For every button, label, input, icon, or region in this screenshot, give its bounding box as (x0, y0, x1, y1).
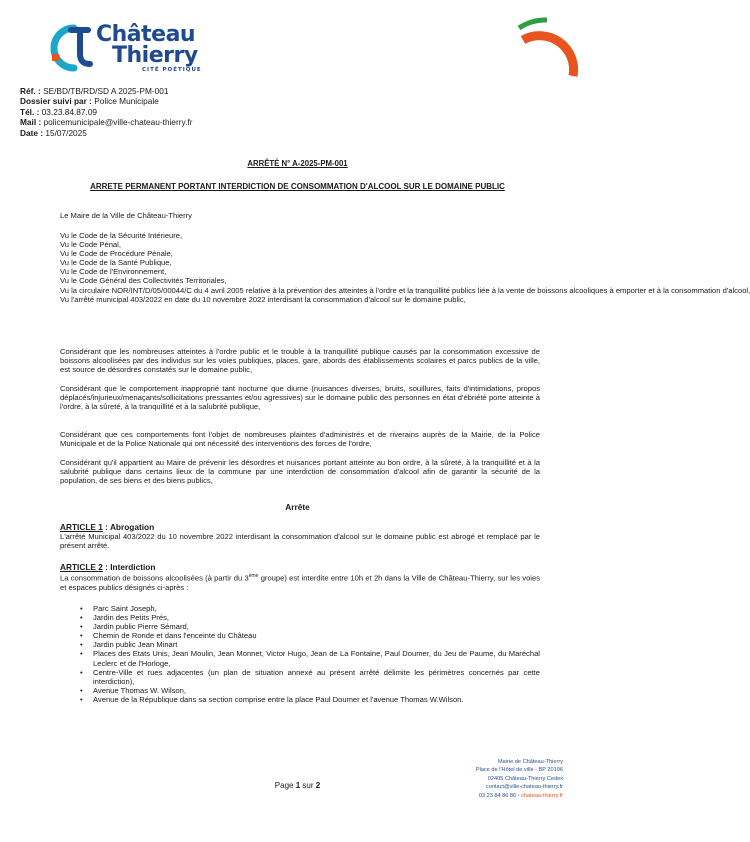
ref-value: SE/BD/TB/RD/SD A 2025-PM-001 (43, 86, 169, 96)
list-item: • Avenue de la République dans sa section comprise entre la place Paul Doumer et l'avenue Thomas W.Wilson. (78, 695, 540, 704)
ref-label: Réf. : (20, 86, 41, 96)
vu-item: Vu le Code de la Sécurité Intérieure, (60, 231, 183, 240)
date-label: Date : (20, 127, 44, 138)
article-1-heading (60, 522, 154, 532)
page-total: 2 (315, 781, 321, 790)
mail-value[interactable]: policemunicipale@ville-chateau-thierry.fr (43, 117, 193, 128)
arrete-number: ARRÊTÉ N° A-2025-PM-001 (247, 159, 348, 168)
article-1-label: ARTICLE 1 (60, 522, 103, 532)
article-1-title: : Abrogation (102, 522, 155, 532)
vu-item: Vu le Code de Procédure Pénale, (60, 249, 173, 259)
arrete-heading: Arrête (285, 502, 310, 512)
corner-arc-decoration (517, 18, 579, 80)
logo-wordmark (96, 24, 202, 74)
considerant-1: Considérant que les nombreuses atteintes à l'ordre public et le trouble à la tranquillité publique causés par la consommation excessive de boissons alcoolisées par des individus sur les voies publiques, places, gare, abords des établissements scolaires et parcs publics de la ville, est source de désordres constatés sur le domaine public, (60, 347, 540, 375)
page-prefix: Page (274, 781, 294, 790)
considerant-2: Considérant que le comportement inapproprié tant nocturne que diurne (nuisances diverses, bruits, souillures, faits d'intimidations, propos déplacés/injurieux/menaçants/sollicitations pressantes et/ou agressives) sur le domaine public des personnes en état d'ébriété porte atteinte à l'ordre, à la sûreté, à la tranquillité et à la salubrité publique, (60, 384, 540, 412)
date-line (20, 128, 192, 138)
article-2-text-end: groupe) est interdite entre 10h et 2h dans la Ville de Château-Thierry, sur les voies et espaces publics désignés ci-après : (60, 573, 540, 592)
considerant-4: Considérant qu'il appartient au Maire de prévenir les désordres et nuisances portant atteinte au bon ordre, à la sûreté, à la tranquillité et à la salubrité publique dans certains lieux de la commune par une interdiction de consommation d'alcool afin de garantir la sécurité de la population, de ses biens et des biens publics, (60, 458, 540, 486)
list-item: • Jardin public Pierre Sémard, (78, 622, 540, 631)
vu-list (60, 231, 750, 304)
list-item: • Parc Saint Joseph, (78, 604, 540, 613)
mail-label: Mail : (20, 117, 42, 128)
list-item: • Places des Etats Unis, Jean Moulin, Jean Monnet, Victor Hugo, Jean de La Fontaine, Paul Doumer, du Jeu de Paume, du Maréchal Leclerc et de l'Horloge, (78, 649, 540, 667)
vu-arrete: Vu l'arrêté municipal 403/2022 en date du 10 novembre 2022 interdisant la consommation d'alcool sur le domaine public, (60, 294, 466, 304)
article-2-text (60, 572, 540, 592)
footer-addr-line-5 (476, 792, 563, 800)
city-logo (44, 20, 219, 80)
article-1-text: L'arrêté Municipal 403/2022 du 10 novembre 2022 interdisant la consommation d'alcool sur le domaine public est abrogé et remplacé par le présent arrêté. (60, 532, 540, 551)
article-2-label: ARTICLE 2 (60, 562, 103, 572)
dossier-label: Dossier suivi par : (20, 96, 92, 107)
mail-line (20, 117, 192, 127)
ref-line (20, 86, 192, 96)
logo-line-1: Château (96, 22, 196, 47)
article-2-text-sup: ème (248, 573, 259, 579)
tel-line (20, 107, 192, 117)
footer-phone: 03 23 84 86 86 - (478, 792, 522, 799)
article-2-heading (60, 562, 155, 572)
places-list (78, 604, 540, 704)
page-current: 1 (295, 781, 301, 790)
list-item: • Avenue Thomas W. Wilson, (78, 686, 540, 695)
footer-website[interactable]: chateau-thierry.fr (521, 792, 563, 799)
vu-item: Vu le Code Pénal, (60, 240, 121, 250)
document-title: ARRETE PERMANENT PORTANT INTERDICTION DE CONSOMMATION D'ALCOOL SUR LE DOMAINE PUBLIC (90, 182, 505, 191)
list-item: • Centre-Ville et rues adjacentes (un plan de situation annexé au présent arrêté délimite les périmètres concernés par cette interdiction), (78, 668, 540, 686)
tel-label: Tél. : (20, 106, 40, 117)
maire-line: Le Maire de la Ville de Château-Thierry (60, 211, 192, 220)
footer-address (476, 758, 563, 800)
reference-block (20, 86, 192, 138)
considerant-3: Considérant que ces comportements font l'objet de nombreuses plaintes d'administrés et de riverains auprès de la Mairie, de la Police Municipale et de la Police Nationale qui ont nécessité des interventions des forces de l'ordre, (60, 430, 540, 449)
logo-line-2: Thierry (112, 43, 198, 68)
page-mid: sur (302, 781, 314, 790)
list-item: • Jardin des Petits Prés, (78, 613, 540, 622)
footer-addr-line-3: 02405 Château-Thierry Cedex (487, 775, 563, 782)
vu-item: Vu le Code Général des Collectivités Territoriales, (60, 276, 227, 286)
dossier-line (20, 96, 192, 106)
article-2-title: : Interdiction (102, 562, 156, 572)
vu-item: Vu le Code de l'Environnement, (60, 267, 167, 277)
tel-value: 03.23.84.87.09 (41, 106, 98, 117)
list-item: • Jardin public Jean Minart (78, 640, 540, 649)
list-item: • Chemin de Ronde et dans l'enceinte du Château (78, 631, 540, 640)
footer-addr-line-4[interactable]: contact@ville-chateau-thierry.fr (485, 784, 563, 791)
logo-mark-icon (44, 20, 104, 80)
article-2-text-start: La consommation de boissons alcoolisées (à partir du 3 (60, 573, 249, 583)
date-value: 15/07/2025 (45, 127, 87, 138)
dossier-value: Police Municipale (94, 96, 159, 107)
footer-addr-line-1: Mairie de Château-Thierry (498, 759, 563, 765)
footer-addr-line-2: Place de l'Hôtel de ville - BP 20196 (475, 767, 563, 774)
logo-tagline: CITÉ POÉTIQUE (142, 67, 202, 73)
vu-item: Vu le Code de la Santé Publique, (60, 258, 172, 268)
vu-circulaire: Vu la circulaire NOR/INT/D/05/00044/C du 4 avril 2005 relative à la prévention des atteintes à l'ordre et la tranquillité publics liée à la vente de boissons alcooliques à emporter et à la consommation d'alcool, (60, 285, 750, 295)
